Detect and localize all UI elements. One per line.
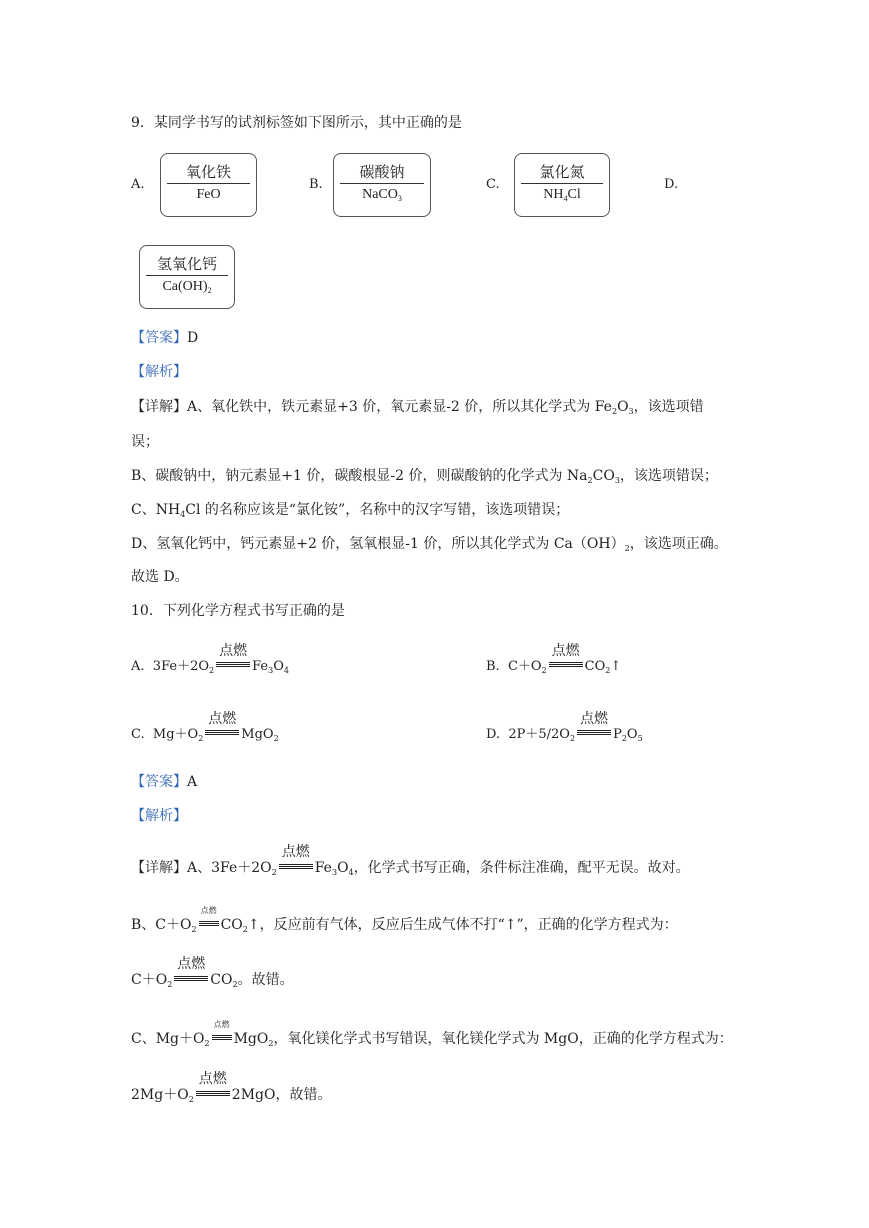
reaction-arrow: 点燃 — [205, 730, 239, 736]
reaction-arrow: 点燃 — [174, 976, 208, 982]
q9-detail-c: C、$NH_4Cl$ 的名称应该是“氯化铵”，名称中的汉字写错，该选项错误； — [131, 502, 570, 519]
label-name: 氯化氮 — [539, 163, 585, 181]
q9-detail-a-cont: 误； — [131, 434, 159, 450]
q9-option-d-letter[interactable]: D. — [664, 177, 679, 192]
label-name: 氢氧化钙 — [156, 255, 217, 273]
label-formula: $NH_4Cl$ — [543, 187, 581, 204]
label-formula: $Ca(OH)_2$ — [162, 279, 212, 296]
q10-option-c[interactable]: C. $Mg+O_2$ 点燃 MgO$_2$ — [131, 711, 279, 743]
q10-detail-c: C、$Mg+O_2$ 点燃 MgO$_2$，氧化镁化学式书写错误，氧化镁化学式为 MgO，正确的化学方程式为： — [131, 1020, 733, 1048]
q10-detail-b-correct: $C+O_2$ 点燃 $CO_2$。故错。 — [131, 956, 294, 989]
label-name: 碳酸钠 — [359, 163, 405, 181]
reaction-arrow: 点燃 — [549, 662, 583, 668]
q10-detail-b: B、$C+O_2$ 点燃 $CO_2↑$，反应前有气体，反应后生成气体不打“↑”，正确的化学方程式为： — [131, 906, 678, 934]
q9-option-b-letter[interactable]: B. — [309, 177, 323, 192]
q10-stem: 10．下列化学方程式书写正确的是 — [131, 603, 345, 619]
answer-tag: 【答案】 — [131, 774, 187, 790]
q10-analysis-tag: 【解析】 — [131, 808, 187, 824]
q9-option-c-label[interactable] — [514, 153, 610, 217]
detail-tag: 【详解】 — [131, 399, 187, 415]
detail-tag: 【详解】 — [131, 860, 187, 876]
q9-analysis-tag: 【解析】 — [131, 364, 187, 380]
q9-answer — [131, 328, 198, 348]
q9-option-c-letter[interactable]: C. — [486, 177, 500, 192]
q10-answer — [131, 772, 197, 792]
reaction-arrow: 点燃 — [279, 864, 313, 870]
q10-option-a[interactable]: A. $3Fe+2O_2$ 点燃 $Fe_3O_4$ — [131, 643, 289, 675]
reaction-arrow: 点燃 — [577, 730, 611, 736]
answer-value: D — [187, 330, 199, 346]
q9-option-b-label[interactable] — [333, 153, 431, 217]
answer-value: A — [187, 774, 198, 790]
reaction-arrow: 点燃 — [216, 662, 250, 668]
reaction-arrow: 点燃 — [212, 1035, 232, 1041]
q10-option-b[interactable]: B. $C+O_2$ 点燃 $CO_2↑$ — [486, 643, 622, 675]
q9-option-a-letter[interactable]: A. — [131, 177, 145, 192]
q9-detail-b: B、碳酸钠中，钠元素显+1 价，碳酸根显-2 价，则碳酸钠的化学式为 $Na_2CO_3$，该选项错误； — [131, 468, 718, 485]
q10-detail-c-correct: $2Mg+O_2$ 点燃 2MgO，故错。 — [131, 1071, 332, 1104]
q10-option-d[interactable]: D. $2P+5/2O_2$ 点燃 $P_2O_5$ — [486, 711, 643, 743]
q10-detail-a: 【详解】A、$3Fe+2O_2$ 点燃 $Fe_3O_4$，化学式书写正确，条件标注准确，配平无误。故对。 — [131, 844, 690, 877]
answer-tag: 【答案】 — [131, 330, 187, 346]
q9-conclusion: 故选 D。 — [131, 569, 189, 585]
reaction-arrow: 点燃 — [199, 921, 219, 927]
q9-detail-d: D、氢氧化钙中，钙元素显+2 价，氢氧根显-1 价，所以其化学式为 $Ca(OH)_2$，该选项正确。 — [131, 536, 728, 553]
q9-option-a-label[interactable] — [160, 153, 257, 217]
label-formula: FeO — [196, 187, 221, 203]
q9-detail-a: 【详解】A、氧化铁中，铁元素显+3 价，氧元素显-2 价，所以其化学式为 $Fe_2O_3$，该选项错 — [131, 399, 704, 416]
q9-stem: 9．某同学书写的试剂标签如下图所示，其中正确的是 — [131, 115, 462, 131]
q9-option-d-label[interactable] — [139, 245, 235, 309]
label-formula: NaCO$_3$ — [362, 187, 402, 204]
reaction-arrow: 点燃 — [196, 1091, 230, 1097]
label-name: 氧化铁 — [185, 163, 231, 181]
